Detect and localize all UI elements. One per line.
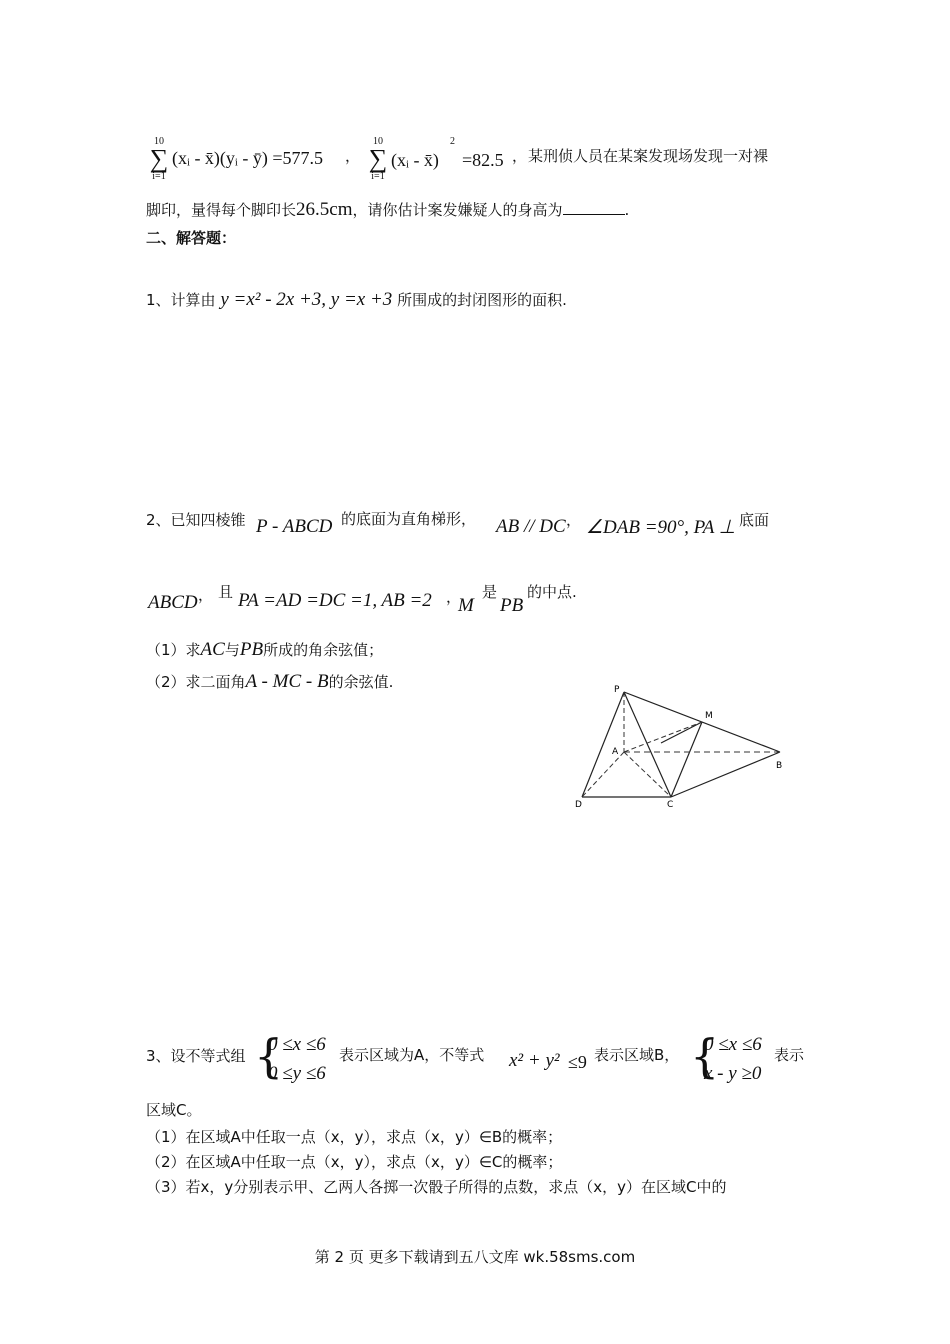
label-D: D [575, 800, 582, 810]
q2-qie: 且 [218, 583, 234, 601]
q2-angle: ∠DAB =90°, PA ⊥ [586, 517, 736, 538]
q2-shi: 是 [482, 583, 498, 601]
q2-comma3: ， [446, 588, 462, 606]
segment-AM [624, 722, 702, 752]
answer-blank [563, 200, 625, 215]
label-P: P [614, 685, 620, 695]
q3-sub3: （3）若x，y分别表示甲、乙两人各掷一次骰子所得的点数，求点（x，y）在区域C中的 [146, 1178, 727, 1196]
q3-sub2: （2）在区域A中任取一点（x，y），求点（x，y）∈C的概率； [146, 1153, 563, 1171]
label-M: M [705, 711, 713, 721]
sum-lower-index: i=1 [152, 171, 166, 182]
q2-sub2 [146, 672, 393, 692]
footprint-length: 26.5cm [296, 199, 353, 220]
edge-AD [582, 752, 624, 797]
regression-tail-text: 某刑侦人员在某案发现场发现一对裸 [528, 147, 769, 165]
q3-text1: 表示区域为A，不等式 [339, 1046, 485, 1064]
q1-suffix: 所围成的封闭图形的面积. [397, 291, 567, 309]
q3-system1-brace: { [254, 1029, 284, 1083]
variance-expression: (xᵢ - x̄) [391, 150, 439, 170]
q2-comma1: ， [566, 511, 582, 529]
q3-sub1: （1）在区域A中任取一点（x，y），求点（x，y）∈B的概率； [146, 1128, 563, 1146]
q2-sub1-ac: AC [200, 639, 225, 660]
q2-m: M [458, 595, 474, 616]
variance-value: =82.5 [462, 150, 504, 170]
q2-parallel: AB // DC [496, 516, 566, 537]
q2-sub1 [146, 640, 383, 660]
separator-comma: ， [512, 147, 528, 165]
q2-sub1-prefix: （1）求 [146, 641, 201, 659]
q2-text1: 的底面为直角梯形， [341, 510, 477, 528]
q2-sub1-yu: 与 [224, 641, 240, 659]
q2-lengths: PA =AD =DC =1, AB =2 [238, 590, 432, 611]
q2-pyramid: P - ABCD [256, 516, 333, 537]
segment-AC [624, 752, 671, 797]
sum-lower-index: i=1 [371, 171, 385, 182]
label-A: A [612, 747, 619, 757]
q2-base: ABCD [148, 592, 198, 613]
q3-system2-brace: { [690, 1029, 720, 1083]
footprint-text: 脚印，量得每个脚印长 [146, 201, 297, 219]
q1-formula: y =x² - 2x +3, y =x +3 [220, 289, 393, 310]
regression-sum2 [366, 136, 390, 182]
q2-sub2-angle: A - MC - B [245, 671, 329, 692]
square-exponent: 2 [450, 136, 455, 147]
label-B: B [776, 761, 783, 771]
q2-prefix: 2、已知四棱锥 [146, 511, 246, 529]
period: . [624, 201, 630, 219]
q2-sub2-prefix: （2）求二面角 [146, 673, 246, 691]
q2-sub1-suffix: 所成的角余弦值； [263, 641, 384, 659]
edge-PD [582, 692, 624, 797]
page-footer: 第 2 页 更多下载请到五八文库 wk.58sms.com [314, 1248, 636, 1266]
q3-text3: 表示 [774, 1046, 805, 1064]
pyramid-figure [560, 680, 800, 815]
label-C: C [667, 800, 674, 810]
q3-system2-line1: 0 ≤x ≤6 [704, 1034, 762, 1055]
q3-system2-line2: x - y ≥0 [704, 1063, 762, 1084]
q3-system1-line2: 0 ≤y ≤6 [268, 1063, 326, 1084]
q2-text3: 的中点. [527, 583, 577, 601]
q3-prefix: 3、设不等式组 [146, 1047, 246, 1065]
q3-system1-line1: 0 ≤x ≤6 [268, 1034, 326, 1055]
question-1 [146, 290, 567, 310]
covariance-expression: (xᵢ - x̄)(yᵢ - ȳ) =577.5 [172, 148, 324, 168]
q1-prefix: 1、计算由 [146, 291, 216, 309]
footprint-question: ，请你估计案发嫌疑人的身高为 [352, 201, 563, 219]
q3-line2: 区域C。 [146, 1101, 202, 1119]
q2-pb: PB [500, 595, 524, 616]
footprint-line [146, 200, 629, 220]
q3-circle-le: ≤9 [568, 1052, 587, 1072]
regression-sum1 [147, 136, 171, 182]
separator-comma: ， [345, 147, 361, 165]
q2-sub1-pb: PB [239, 639, 264, 660]
q3-text2: 表示区域B， [594, 1046, 680, 1064]
q2-text2: 底面 [739, 511, 770, 529]
q2-sub2-suffix: 的余弦值. [328, 673, 394, 691]
sum-upper-index: 10 [373, 136, 383, 147]
q3-circle: x² + y² [509, 1050, 560, 1071]
sum-sigma: ∑ [368, 144, 388, 173]
q2-comma2: ， [198, 586, 214, 604]
segment-MA-solid [661, 722, 702, 743]
sum-upper-index: 10 [154, 136, 164, 147]
sum-sigma: ∑ [149, 144, 169, 173]
section-title: 二、解答题： [146, 229, 237, 247]
